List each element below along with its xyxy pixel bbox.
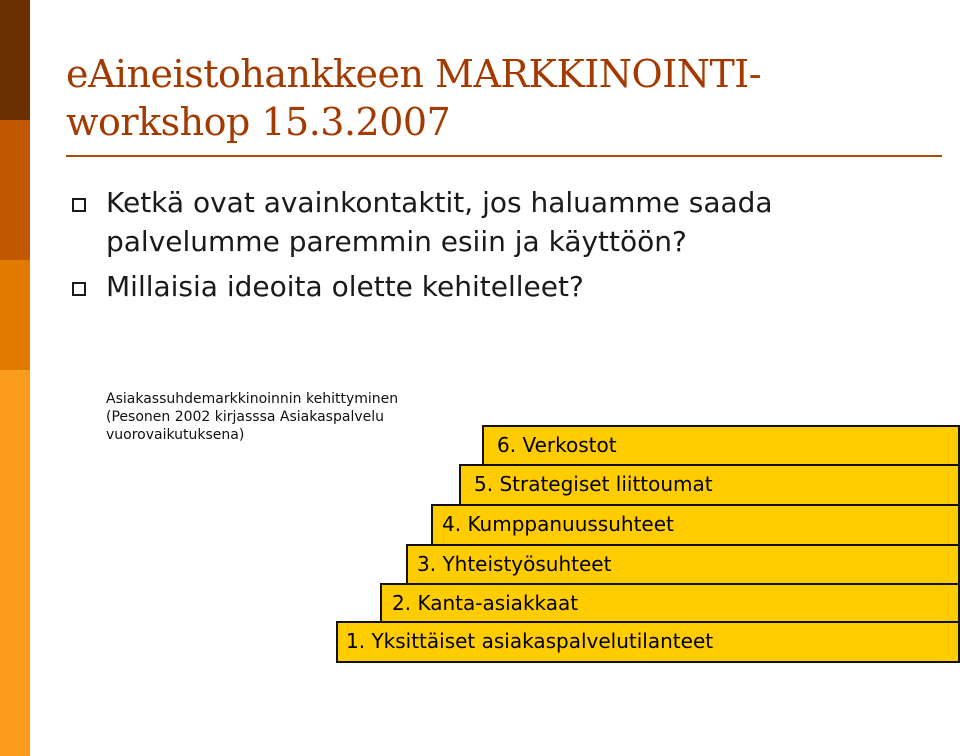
square-bullet-icon [72,198,86,212]
stair-label: 3. Yhteistyösuhteet [417,552,612,576]
stair-label: 1. Yksittäiset asiakaspalvelutilanteet [346,629,714,653]
sidebar-segment-dark [0,0,30,120]
sidebar-segment-light [0,370,30,756]
title-divider [66,155,942,157]
stair-label: 5. Strategiset liittoumat [474,472,713,496]
stair-step-5 [459,464,960,506]
sidebar-stripe [0,0,30,756]
bullet-item [70,267,950,306]
stair-step-2 [380,583,960,625]
stair-label: 2. Kanta-asiakkaat [392,591,579,615]
bullet-list [70,183,950,312]
bullet-text: Millaisia ideoita olette kehitelleet? [106,270,584,303]
slide-title: eAineistohankkeen MARKKINOINTI- workshop 15.3.2007 [66,52,762,144]
stair-label: 4. Kumppanuussuhteet [442,512,674,536]
bullet-item [70,183,950,261]
stair-step-3 [406,544,960,586]
sidebar-segment-brown [0,120,30,260]
bullet-text: Ketkä ovat avainkontaktit, jos haluamme saada palvelumme paremmin esiin ja käyttöön? [106,186,773,258]
square-bullet-icon [72,282,86,296]
stair-step-6 [482,425,960,467]
sidebar-segment-orange [0,260,30,370]
stair-label: 6. Verkostot [497,433,617,457]
diagram-caption: Asiakassuhdemarkkinoinnin kehittyminen (Pesonen 2002 kirjasssa Asiakaspalvelu vuorovaikutuksena) [106,391,399,443]
stair-step-4 [431,504,960,546]
stair-step-1 [336,621,960,663]
